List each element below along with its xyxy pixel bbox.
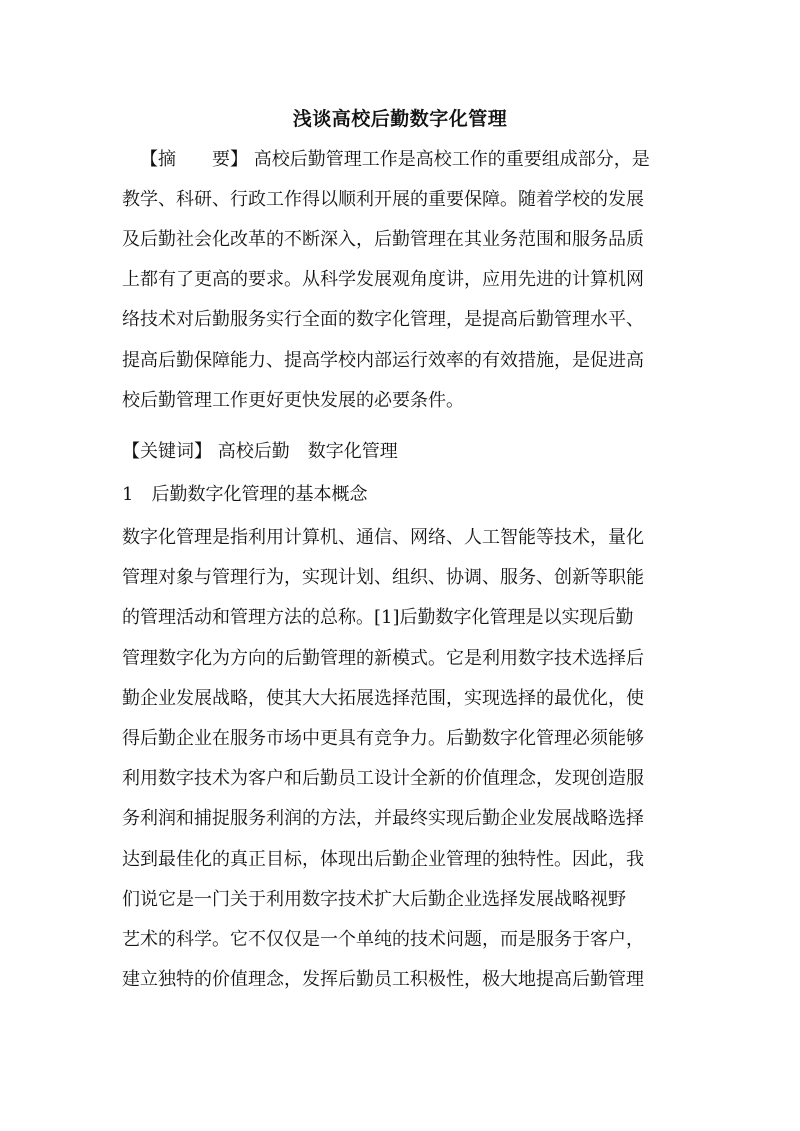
body-line: 艺术的科学。它不仅仅是一个单纯的技术问题，而是服务于客户， <box>122 929 644 950</box>
body-line: 得后勤企业在服务市场中更具有竞争力。后勤数字化管理必须能够 <box>122 728 644 749</box>
body-line: 数字化管理是指利用计算机、通信、网络、人工智能等技术，量化 <box>122 527 644 548</box>
abstract-line: 提高后勤保障能力、提高学校内部运行效率的有效措施，是促进高 <box>122 350 644 371</box>
body-line: 勤企业发展战略，使其大大拓展选择范围，实现选择的最优化，使 <box>122 688 644 709</box>
abstract-line: 络技术对后勤服务实行全面的数字化管理，是提高后勤管理水平、 <box>122 309 644 330</box>
abstract-line: 校后勤管理工作更好更快发展的必要条件。 <box>122 390 464 411</box>
section-heading: 1 后勤数字化管理的基本概念 <box>122 484 368 505</box>
body-line: 管理数字化为方向的后勤管理的新模式。它是利用数字技术选择后 <box>122 648 644 669</box>
body-line: 利用数字技术为客户和后勤员工设计全新的价值理念，发现创造服 <box>122 768 644 789</box>
abstract-line: 及后勤社会化改革的不断深入，后勤管理在其业务范围和服务品质 <box>122 229 644 250</box>
abstract-line: 教学、科研、行政工作得以顺利开展的重要保障。随着学校的发展 <box>122 189 644 210</box>
body-line: 务利润和捕捉服务利润的方法，并最终实现后勤企业发展战略选择 <box>122 808 644 829</box>
body-line: 的管理活动和管理方法的总称。[1]后勤数字化管理是以实现后勤 <box>122 607 634 628</box>
keywords-line: 【关键词】 高校后勤 数字化管理 <box>122 441 398 462</box>
abstract-line: 【摘 要】 高校后勤管理工作是高校工作的重要组成部分，是 <box>140 149 650 170</box>
body-line: 们说它是一门关于利用数字技术扩大后勤企业选择发展战略视野 <box>122 889 626 910</box>
body-line: 管理对象与管理行为，实现计划、组织、协调、服务、创新等职能 <box>122 567 644 588</box>
body-line: 达到最佳化的真正目标，体现出后勤企业管理的独特性。因此，我 <box>122 849 644 870</box>
body-line: 建立独特的价值理念，发挥后勤员工积极性，极大地提高后勤管理 <box>122 969 644 990</box>
document-title: 浅谈高校后勤数字化管理 <box>292 108 508 130</box>
abstract-line: 上都有了更高的要求。从科学发展观角度讲，应用先进的计算机网 <box>122 269 644 290</box>
